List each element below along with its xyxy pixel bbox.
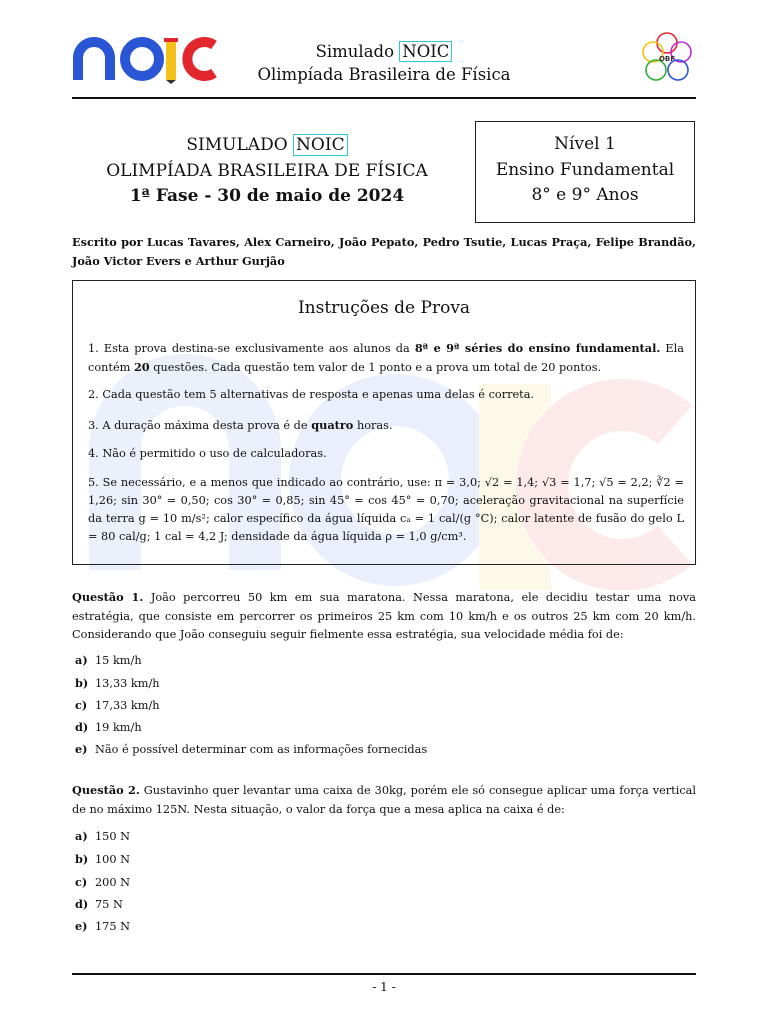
obf-logo bbox=[636, 30, 698, 86]
instruction-4: 4. Não é permitido o uso de calculadoras. bbox=[88, 447, 327, 460]
q1-option-a[interactable]: a) 15 km/h bbox=[75, 653, 142, 667]
instructions-title: Instruções de Prova bbox=[297, 298, 471, 318]
header-divider bbox=[72, 97, 696, 99]
question-1 bbox=[72, 588, 696, 645]
header-title-prefix: Simulado bbox=[315, 42, 395, 61]
level-box bbox=[475, 121, 695, 223]
title-line-1 bbox=[72, 133, 462, 157]
level-line-3: 8° e 9° Anos bbox=[531, 185, 639, 205]
question-1-text: João percorreu 50 km em sua maratona. Nessa maratona, ele decidiu testar uma nova estratégia, que consiste em percorrer os primeiros 25 km com 10 km/h e os outros 25 km com 20 km/h. Considerando que João conseguiu seguir fielmente essa estratégia, sua velocidade média foi de: bbox=[72, 591, 697, 641]
question-2 bbox=[72, 781, 696, 819]
noic-logo bbox=[72, 34, 220, 84]
instruction-5: 5. Se necessário, e a menos que indicado ao contrário, use: π = 3,0; √2 = 1,4; √3 = 1,7; √5 = 2,2; ∛2 = 1,26; sin 30° = 0,50; cos 30° = 0,85; sin 45° = cos 45° = 0,70; aceleração gravitacional na superfície da terra g = 10 m/s²; calor específico da água líquida cₐ = 1 cal/(g °C); calor latente de fusão do gelo L = 80 cal/g; 1 cal = 4,2 J; densidade da água líquida ρ = 1,0 g/cm³. bbox=[88, 476, 685, 543]
header-subtitle: Olimpíada Brasileira de Física bbox=[257, 65, 511, 84]
level-line-1: Nível 1 bbox=[554, 134, 616, 154]
q2-option-c[interactable]: c) 200 N bbox=[75, 875, 131, 889]
instructions-box bbox=[72, 280, 696, 565]
authors: Escrito por Lucas Tavares, Alex Carneiro, João Pepato, Pedro Tsutie, Lucas Praça, Felipe Brandão, João Victor Evers e Arthur Gurjão bbox=[72, 235, 696, 268]
q2-option-d[interactable]: d) 75 N bbox=[75, 897, 123, 911]
header-noic-link[interactable]: NOIC bbox=[399, 41, 452, 62]
instruction-3: 3. A duração máxima desta prova é de quatro horas. bbox=[88, 418, 393, 432]
instruction-1: 1. Esta prova destina-se exclusivamente aos alunos da 8ª e 9ª séries do ensino fundamental. Ela contém 20 questões. Cada questão tem valor de 1 ponto e a prova um total de 20 pontos. bbox=[88, 341, 684, 374]
title-line-3: 1ª Fase - 30 de maio de 2024 bbox=[129, 186, 405, 206]
question-1-label: Questão 1. bbox=[72, 590, 144, 604]
q1-option-b[interactable]: b) 13,33 km/h bbox=[75, 676, 160, 690]
level-line-2: Ensino Fundamental bbox=[495, 160, 675, 180]
q2-option-b[interactable]: b) 100 N bbox=[75, 852, 131, 866]
title-noic-link[interactable]: NOIC bbox=[293, 134, 348, 156]
q1-option-d[interactable]: d) 19 km/h bbox=[75, 720, 142, 734]
q2-option-a[interactable]: a) 150 N bbox=[75, 829, 131, 843]
q1-option-e[interactable]: e) Não é possível determinar com as informações fornecidas bbox=[75, 742, 428, 756]
title-prefix: SIMULADO bbox=[186, 135, 288, 155]
q2-option-e[interactable]: e) 175 N bbox=[75, 919, 131, 933]
q1-option-c[interactable]: c) 17,33 km/h bbox=[75, 698, 160, 712]
header-title bbox=[200, 42, 568, 61]
obf-logo-text: OBF bbox=[658, 55, 676, 63]
title-line-2: OLIMPÍADA BRASILEIRA DE FÍSICA bbox=[106, 161, 428, 181]
footer-divider bbox=[72, 973, 696, 975]
question-2-label: Questão 2. bbox=[72, 783, 140, 797]
page-number: - 1 - bbox=[372, 980, 396, 994]
instruction-2: 2. Cada questão tem 5 alternativas de resposta e apenas uma delas é correta. bbox=[88, 388, 535, 401]
question-2-text: Gustavinho quer levantar uma caixa de 30kg, porém ele só consegue aplicar uma força vertical de no máximo 125N. Nesta situação, o valor da força que a mesa aplica na caixa é de: bbox=[72, 784, 697, 816]
